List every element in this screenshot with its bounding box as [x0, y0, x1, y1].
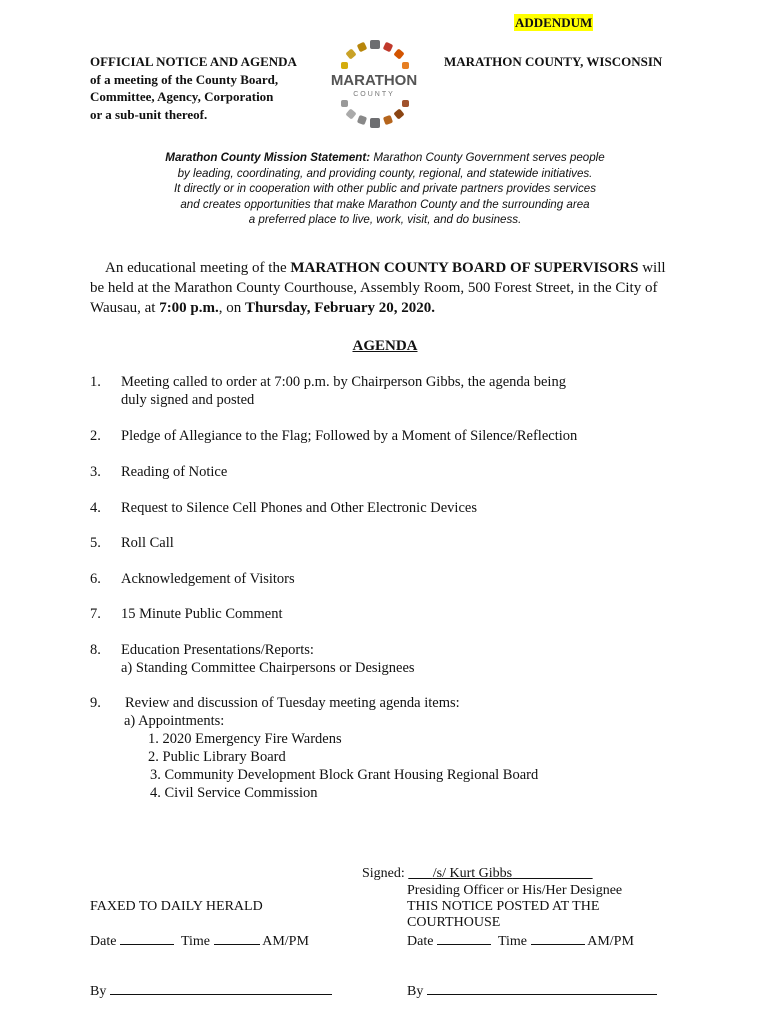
- posted-date-time: Date Time AM/PM: [407, 934, 634, 949]
- faxed-label: FAXED TO DAILY HERALD: [90, 899, 263, 914]
- sub-item: 4. Civil Service Commission: [150, 785, 318, 801]
- mission-line: a preferred place to live, work, visit, and do business.: [248, 213, 522, 227]
- by-field[interactable]: [427, 982, 657, 995]
- sub-item: 2. Public Library Board: [148, 749, 286, 765]
- mission-line: and creates opportunities that make Marathon County and the surrounding area: [180, 197, 590, 211]
- sub-item: 3. Community Development Block Grant Housing Regional Board: [150, 767, 539, 783]
- marathon-county-logo: [318, 36, 430, 130]
- intro-line: be held at the Marathon County Courthouse, Assembly Room, 500 Forest Street, in the City of: [90, 280, 658, 296]
- mission-line: Marathon County Mission Statement: Marathon County Government serves people: [165, 151, 605, 164]
- posted-notice: THIS NOTICE POSTED AT THE: [407, 899, 600, 914]
- fax-date-time: Date Time AM/PM: [90, 934, 309, 949]
- date-field[interactable]: [120, 932, 174, 945]
- notice-line: of a meeting of the County Board,: [90, 71, 279, 87]
- sub-item: a) Appointments:: [124, 713, 225, 729]
- notice-line: or a sub-unit thereof.: [90, 106, 208, 122]
- mission-statement: [100, 150, 670, 228]
- notice-heading: [90, 53, 297, 123]
- presiding-officer: Presiding Officer or His/Her Designee: [407, 883, 623, 898]
- mission-line: by leading, coordinating, and providing county, regional, and statewide initiatives.: [177, 166, 593, 180]
- mission-label: Marathon County Mission Statement:: [165, 151, 371, 164]
- mission-line: It directly or in cooperation with other public and private partners provides services: [173, 182, 597, 196]
- time-field[interactable]: [531, 932, 585, 945]
- logo-sub: COUNTY: [353, 91, 395, 98]
- addendum-label: ADDENDUM: [515, 15, 593, 30]
- posted-notice: COURTHOUSE: [407, 915, 501, 930]
- time-field[interactable]: [214, 932, 260, 945]
- county-heading: MARATHON COUNTY, WISCONSIN: [444, 54, 663, 69]
- notice-title: OFFICIAL NOTICE AND AGENDA: [90, 54, 297, 69]
- agenda-title: AGENDA: [352, 338, 418, 354]
- by-field[interactable]: [110, 982, 332, 995]
- intro-line: An educational meeting of the MARATHON COUNTY BOARD OF SUPERVISORS will: [105, 260, 666, 276]
- logo-name: MARATHON: [330, 72, 418, 89]
- signed-line: Signed: /s/ Kurt Gibbs: [362, 866, 593, 883]
- date-field[interactable]: [437, 932, 491, 945]
- sub-item: 1. 2020 Emergency Fire Wardens: [148, 731, 342, 747]
- intro-line: Wausau, at 7:00 p.m., on Thursday, February 20, 2020.: [90, 300, 436, 316]
- meeting-intro: [90, 258, 690, 318]
- notice-line: Committee, Agency, Corporation: [90, 89, 274, 104]
- posted-by-line: By: [407, 982, 657, 1001]
- fax-by-line: By: [90, 982, 332, 1001]
- signature-value: /s/ Kurt Gibbs: [432, 866, 513, 881]
